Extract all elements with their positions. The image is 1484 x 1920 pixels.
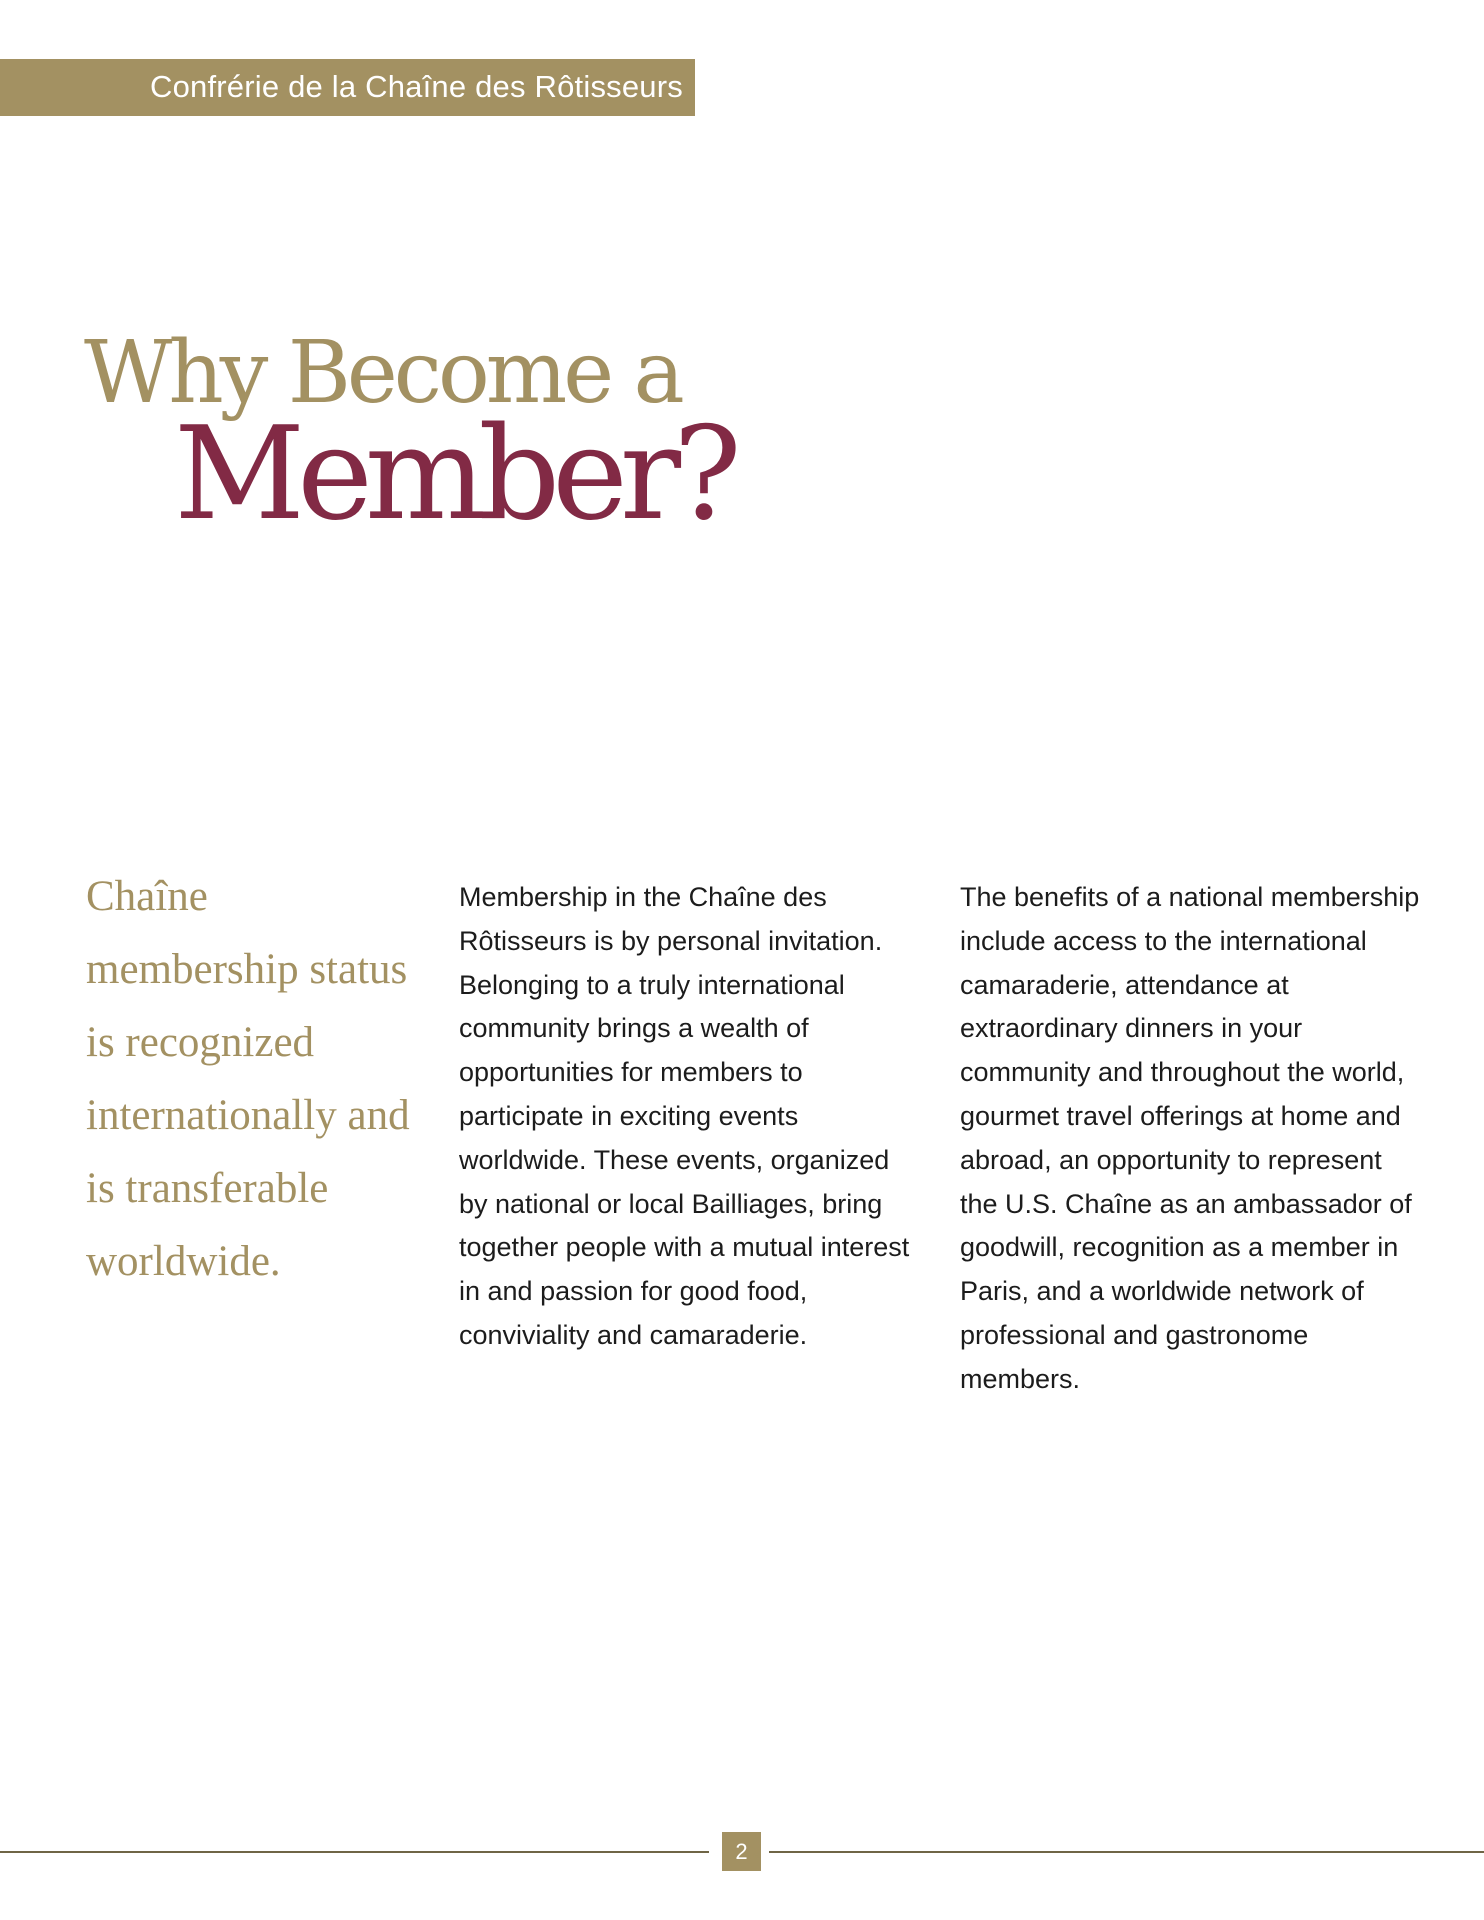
body-column-left: Membership in the Chaîne des Rôtisseurs is by personal invitation. Belonging to a truly international community brings a wealth of opportunities for members to participate in exciting events worldwide. These events, organized by national or local Bailliages, bring together people with a mutual interest in and passion for good food, conviviality and camaraderie. bbox=[459, 882, 910, 1350]
header-band bbox=[0, 59, 695, 116]
pull-quote: Chaîne membership status is recognized internationally and is transferable worldwide. bbox=[86, 873, 410, 1285]
page-number: 2 bbox=[722, 1832, 761, 1871]
organization-name: Confrérie de la Chaîne des Rôtisseurs bbox=[150, 69, 683, 104]
page-title-line-1: Why Become a bbox=[84, 323, 681, 423]
footer-rule-left bbox=[0, 1851, 709, 1853]
page-title-line-2: Member? bbox=[174, 400, 734, 549]
footer-rule-right bbox=[769, 1851, 1484, 1853]
body-column-right: The benefits of a national membership include access to the international camaraderie, attendance at extraordinary dinners in your community and throughout the world, gourmet travel offerings at home and abroad, an opportunity to represent the U.S. Chaîne as an ambassador of goodwill, recognition as a member in Paris, and a worldwide network of professional and gastronome members. bbox=[960, 882, 1420, 1394]
